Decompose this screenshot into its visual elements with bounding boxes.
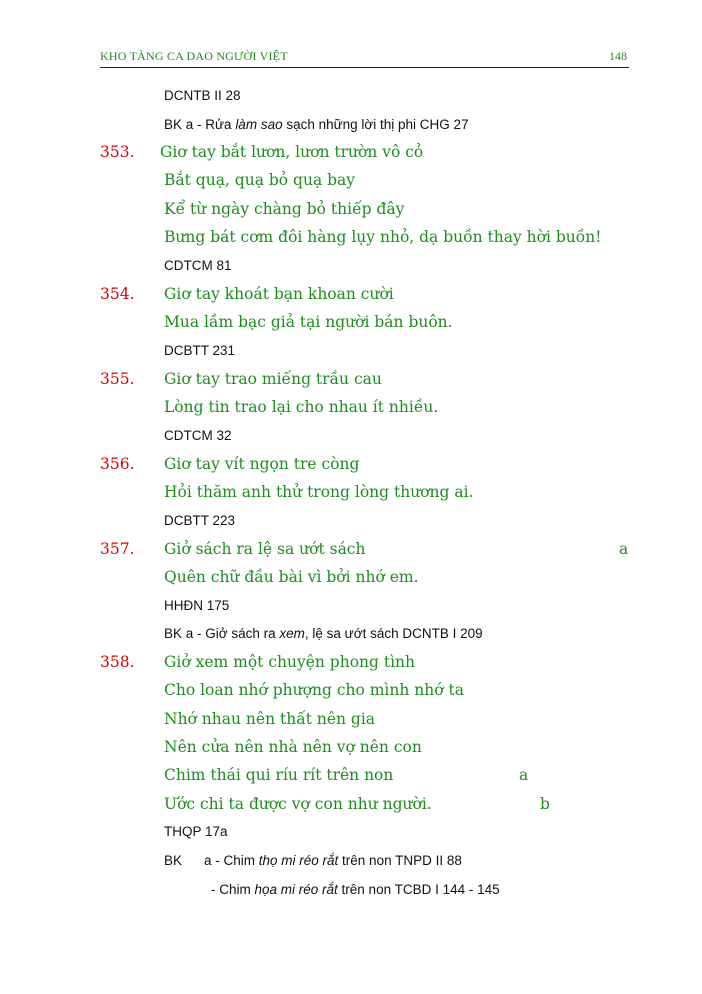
verse-line: Bắt quạ, quạ bỏ quạ bay bbox=[164, 171, 356, 189]
variant-note: - Chim họa mi réo rắt trên non TCBD I 144 - 145 bbox=[211, 882, 500, 897]
verse-line: Giơ tay khoát bạn khoan cười bbox=[164, 285, 394, 303]
book-title: KHO TÀNG CA DAO NGƯỜI VIỆT bbox=[100, 49, 288, 63]
poem-number: 355. bbox=[100, 370, 135, 388]
verse-line: Giơ tay bắt lươn, lươn trườn vô cỏ bbox=[160, 143, 424, 161]
poem-number: 356. bbox=[100, 455, 135, 473]
page-header bbox=[100, 49, 629, 68]
source-ref: DCBTT 223 bbox=[164, 513, 236, 528]
variant-label: BK bbox=[164, 853, 183, 868]
variant-marker: b bbox=[540, 795, 550, 813]
poem-number: 353. bbox=[100, 143, 135, 161]
variant-note: BK a - Rửa làm sao sạch những lời thị phi CHG 27 bbox=[164, 117, 469, 132]
verse-line: Giở sách ra lệ sa ướt sách bbox=[164, 540, 366, 558]
variant-marker: a bbox=[619, 540, 629, 558]
source-ref: DCNTB II 28 bbox=[164, 88, 241, 103]
verse-line: Hỏi thăm anh thử trong lòng thương ai. bbox=[164, 483, 474, 501]
verse-line: Cho loan nhớ phượng cho mình nhớ ta bbox=[164, 681, 464, 699]
poem-number: 354. bbox=[100, 285, 135, 303]
poem-number: 358. bbox=[100, 653, 135, 671]
verse-line: Quên chữ đầu bài vì bởi nhớ em. bbox=[164, 568, 419, 586]
variant-note: a - Chim thọ mi réo rắt trên non TNPD II 88 bbox=[204, 853, 462, 868]
verse-line: Ước chi ta được vợ con như người. bbox=[164, 795, 432, 813]
variant-marker: a bbox=[519, 766, 529, 784]
verse-line: Kể từ ngày chàng bỏ thiếp đây bbox=[164, 200, 405, 218]
verse-line: Giở xem một chuyện phong tình bbox=[164, 653, 416, 671]
verse-line: Giơ tay vít ngọn tre còng bbox=[164, 455, 360, 473]
source-ref: CDTCM 32 bbox=[164, 428, 232, 443]
source-ref: DCBTT 231 bbox=[164, 343, 236, 358]
verse-line: Nên cửa nên nhà nên vợ nên con bbox=[164, 738, 422, 756]
source-ref: THQP 17a bbox=[164, 824, 228, 839]
verse-line: Mua lầm bạc giả tại người bán buôn. bbox=[164, 313, 453, 331]
verse-line: Chim thái qui ríu rít trên non bbox=[164, 766, 394, 784]
source-ref: CDTCM 81 bbox=[164, 258, 232, 273]
source-ref: HHĐN 175 bbox=[164, 598, 230, 613]
verse-line: Giơ tay trao miếng trầu cau bbox=[164, 370, 382, 388]
variant-note: BK a - Giở sách ra xem, lệ sa ướt sách DCNTB I 209 bbox=[164, 626, 483, 641]
verse-line: Bưng bát cơm đôi hàng lụy nhỏ, dạ buồn thay hời buồn! bbox=[164, 228, 602, 246]
verse-line: Nhớ nhau nên thất nên gia bbox=[164, 710, 376, 728]
verse-line: Lòng tin trao lại cho nhau ít nhiều. bbox=[164, 398, 439, 416]
page-number: 148 bbox=[609, 49, 627, 63]
poem-number: 357. bbox=[100, 540, 135, 558]
